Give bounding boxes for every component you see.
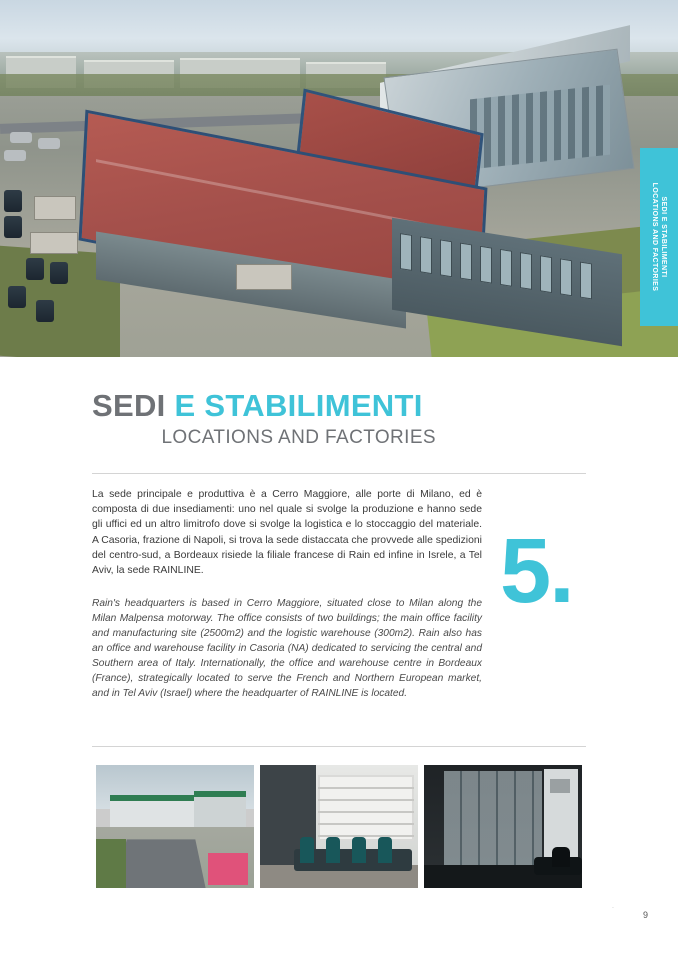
paragraph-italian: La sede principale e produttiva è a Cerro Maggiore, alle porte di Milano, ed è composta di due insediamenti: uno nel quale si svolge la produzione e hanno sede gli uffici ed un altro limitrofo dove si svolge la logistica e lo stoccaggio del materiale. A Casoria, frazione di Napoli, si trova la sede distaccata che provvede alle spedizioni del centro-sud, a Bordeaux risiede la filiale francese di Rain ed infine in Isrele, a Tel Aviv, la sede RAINLINE. bbox=[92, 489, 482, 577]
storage-drum bbox=[4, 216, 22, 238]
divider-bottom bbox=[92, 746, 586, 747]
side-tab-text bbox=[650, 183, 668, 292]
stacked-pallet bbox=[34, 196, 76, 220]
page-title-part-1: SEDI bbox=[92, 388, 175, 423]
paragraph-english: Rain's headquarters is based in Cerro Maggiore, situated close to Milan along the Milan Malpensa motorway. The office consists of two buildings; the main office facility and manufacturing site (2500m2) and the logistic warehouse (300m2). Rain also has an office and warehouse facility in Casoria (NA) dedicated to servicing the central and Southern area of Italy. Internationally, the office and warehouse centre in Bordeaux (France), strategically located to serve the French and Northern European market, and in Tel Aviv (Israel) where the headquarter of RAINLINE is located. bbox=[92, 598, 482, 700]
hero-photo bbox=[0, 0, 678, 357]
thumbnail-showroom-interior bbox=[260, 765, 418, 888]
page-title-block bbox=[92, 389, 592, 449]
stacked-pallet bbox=[236, 264, 292, 290]
page-title-part-2: E STABILIMENTI bbox=[174, 388, 423, 423]
stacked-pallet bbox=[30, 232, 78, 254]
parked-car bbox=[4, 150, 26, 161]
storage-drum bbox=[50, 262, 68, 284]
thumbnail-row bbox=[96, 765, 584, 888]
storage-drum bbox=[4, 190, 22, 212]
office-glass-facade bbox=[470, 85, 610, 170]
page-number: 9 bbox=[642, 910, 648, 920]
storage-drum bbox=[26, 258, 44, 280]
page-content bbox=[0, 357, 678, 959]
page-title bbox=[92, 389, 592, 423]
parked-car bbox=[38, 138, 60, 149]
divider-top bbox=[92, 473, 586, 474]
thumbnail-glass-office bbox=[424, 765, 582, 888]
storage-drum bbox=[8, 286, 26, 308]
storage-drum bbox=[36, 300, 54, 322]
thumbnail-exterior-warehouse bbox=[96, 765, 254, 888]
section-number: 5. bbox=[500, 520, 573, 622]
side-tab-line-1: SEDI E STABILIMENTI bbox=[660, 196, 667, 278]
page-subtitle: LOCATIONS AND FACTORIES bbox=[161, 427, 436, 448]
parked-car bbox=[10, 132, 32, 143]
footer-mark: . bbox=[612, 903, 614, 910]
section-side-tab bbox=[640, 148, 678, 326]
side-tab-line-2: LOCATIONS AND FACTORIES bbox=[651, 182, 658, 292]
body-text-column bbox=[92, 487, 482, 711]
